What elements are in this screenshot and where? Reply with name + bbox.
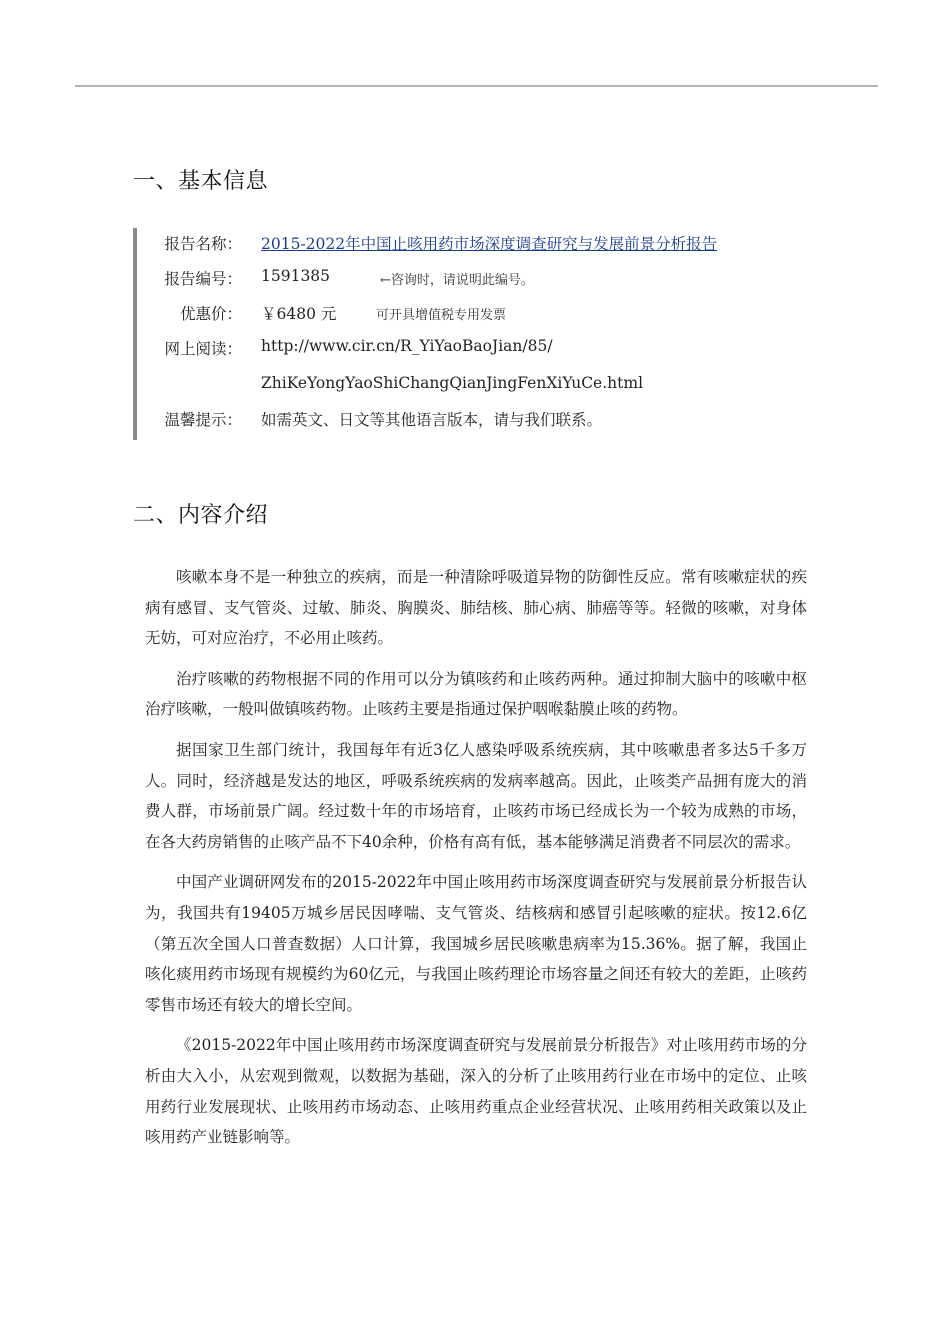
tip-value: 如需英文、日文等其他语言版本，请与我们联系。 bbox=[261, 411, 603, 429]
paragraph-5: 《2015-2022年中国止咳用药市场深度调查研究与发展前景分析报告》对止咳用药市场的分析由大入小，从宏观到微观，以数据为基础，深入的分析了止咳用药行业在市场中的定位、止咳用药行业发展现状、止咳用药市场动态、止咳用药重点企业经营状况、止咳用药相关政策以及止咳用药产业链影响等。 bbox=[145, 1036, 807, 1147]
section-title-content-intro: 二、内容介绍 bbox=[133, 503, 269, 528]
report-id-label: 报告编号： bbox=[164, 270, 242, 288]
price-value: ￥6480 元 bbox=[261, 305, 337, 323]
content-body bbox=[145, 562, 807, 1163]
paragraph-1: 咳嗽本身不是一种独立的疾病，而是一种清除呼吸道异物的防御性反应。常有咳嗽症状的疾病有感冒、支气管炎、过敏、肺炎、胸膜炎、肺结核、肺心病、肺癌等等。轻微的咳嗽，对身体无妨，可对应治疗，不必用止咳药。 bbox=[145, 568, 807, 648]
report-id-note: ←咨询时，请说明此编号。 bbox=[380, 273, 534, 288]
report-id-value: 1591385 bbox=[261, 267, 331, 285]
online-label: 网上阅读： bbox=[164, 340, 242, 358]
report-name-label: 报告名称： bbox=[164, 235, 242, 253]
url-line-2[interactable]: ZhiKeYongYaoShiChangQianJingFenXiYuCe.html bbox=[261, 374, 644, 392]
paragraph-4: 中国产业调研网发布的2015-2022年中国止咳用药市场深度调查研究与发展前景分析报告认为，我国共有19405万城乡居民因哮喘、支气管炎、结核病和感冒引起咳嗽的症状。按12.6亿（第五次全国人口普查数据）人口计算，我国城乡居民咳嗽患病率为15.36%。据了解，我国止咳化痰用药市场现有规模约为60亿元，与我国止咳药理论市场容量之间还有较大的差距，止咳药零售市场还有较大的增长空间。 bbox=[145, 873, 807, 1014]
paragraph-2: 治疗咳嗽的药物根据不同的作用可以分为镇咳药和止咳药两种。通过抑制大脑中的咳嗽中枢治疗咳嗽，一般叫做镇咳药物。止咳药主要是指通过保护咽喉黏膜止咳的药物。 bbox=[145, 669, 807, 719]
price-note: 可开具增值税专用发票 bbox=[376, 308, 507, 323]
paragraph-3: 据国家卫生部门统计，我国每年有近3亿人感染呼吸系统疾病，其中咳嗽患者多达5千多万人。同时，经济越是发达的地区，呼吸系统疾病的发病率越高。因此，止咳类产品拥有庞大的消费人群，市场前景广阔。经过数十年的市场培育，止咳药市场已经成长为一个较为成熟的市场，在各大药房销售的止咳产品不下40余种，价格有高有低，基本能够满足消费者不同层次的需求。 bbox=[145, 740, 807, 851]
price-label: 优惠价： bbox=[179, 305, 242, 323]
url-line-1[interactable]: http://www.cir.cn/R_YiYaoBaoJian/85/ bbox=[261, 337, 553, 355]
header-divider bbox=[75, 85, 878, 87]
info-block bbox=[133, 228, 837, 440]
tip-label: 温馨提示： bbox=[164, 411, 242, 429]
section-title-basic-info: 一、基本信息 bbox=[133, 169, 269, 194]
report-name-link[interactable]: 2015-2022年中国止咳用药市场深度调查研究与发展前景分析报告 bbox=[261, 235, 718, 253]
